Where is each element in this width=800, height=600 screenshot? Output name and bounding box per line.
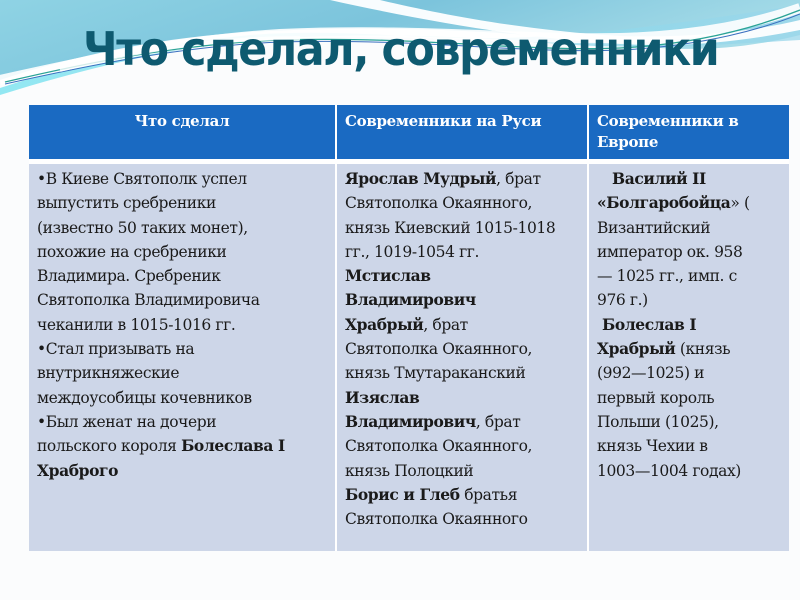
text-line <box>345 313 581 337</box>
cell-contemporaries-rus <box>336 162 588 552</box>
header-europe-line-1: Современники в <box>597 112 739 130</box>
text-line <box>37 434 329 458</box>
text-line: гг., 1019-1054 гг. <box>345 242 480 261</box>
bold-name: Болеслав I <box>597 314 697 334</box>
comparison-table <box>29 105 789 551</box>
header-contemporaries-europe <box>588 105 789 162</box>
text-line <box>597 337 783 361</box>
text-line <box>345 386 581 410</box>
text-line: Стал призывать на <box>45 340 195 359</box>
bold-name: Владимирович <box>345 411 476 431</box>
text-fragment: , брат <box>496 170 541 188</box>
text-line: Польши (1025), <box>597 412 719 431</box>
header-what-done: Что сделал <box>29 105 336 162</box>
bold-name: «Болгаробойца <box>597 193 731 213</box>
text-line: князь Киевский 1015-1018 <box>345 218 556 237</box>
bullet: • <box>37 170 46 188</box>
text-line: князь Полоцкий <box>345 461 474 480</box>
text-line <box>345 483 581 507</box>
text-line: Владимира. Сребреник <box>37 267 221 286</box>
cell-contemporaries-europe <box>588 162 789 552</box>
text-fragment: , брат <box>423 315 468 334</box>
text-line: внутрикняжеские <box>37 364 180 383</box>
text-line <box>597 167 783 191</box>
text-line: В Киеве Святополк успел <box>45 170 247 188</box>
bold-name: Борис и Глеб <box>345 484 460 504</box>
cell-what-done <box>29 162 336 552</box>
text-line: князь Чехии в <box>597 437 708 456</box>
text-line: — 1025 гг., имп. с <box>597 267 737 286</box>
text-fragment: (князь <box>675 340 731 359</box>
header-europe-line-2: Европе <box>597 133 659 151</box>
text-line: похожие на сребреники <box>37 242 227 261</box>
text-line: Византийский <box>597 218 711 237</box>
text-line <box>345 167 581 191</box>
text-line: 976 г.) <box>597 291 648 310</box>
text-line: первый король <box>597 388 715 407</box>
bold-name: Храбрый <box>345 314 424 334</box>
bullet-item-nomads <box>37 337 329 361</box>
header-contemporaries-rus: Современники на Руси <box>336 105 588 162</box>
bold-name: Ярослав Мудрый <box>345 169 497 188</box>
text-line: князь Тмутараканский <box>345 364 526 383</box>
slide-title: Что сделал, современники <box>83 22 719 76</box>
bold-name: Храброго <box>37 460 119 480</box>
text-line <box>597 313 783 337</box>
text-line: Был женат на дочери <box>45 412 217 431</box>
text-line <box>37 459 329 483</box>
bullet-item-marriage <box>37 410 329 434</box>
text-line <box>345 410 581 434</box>
text-fragment: польского короля <box>37 437 182 456</box>
text-line: выпустить сребреники <box>37 194 216 213</box>
text-fragment: , брат <box>475 412 521 431</box>
text-line: Святополка Окаянного, <box>345 340 533 359</box>
bullet: • <box>37 340 46 359</box>
bold-name: Храбрый <box>597 339 676 359</box>
text-fragment: » ( <box>730 194 750 213</box>
text-line <box>345 264 581 288</box>
text-line: Святополка Владимировича <box>37 291 260 310</box>
text-line: Святополка Окаянного <box>345 510 528 529</box>
table-row <box>29 162 789 552</box>
bold-name: Болеслава I <box>181 436 285 456</box>
text-line: междоусобицы кочевников <box>37 388 252 407</box>
bold-name: Василий II <box>597 169 706 188</box>
bold-name: Владимирович <box>345 290 476 310</box>
text-line <box>597 191 783 215</box>
bullet-item-coins <box>37 167 329 191</box>
bullet: • <box>37 412 46 431</box>
text-line: император ок. 958 <box>597 242 743 261</box>
text-line: (992—1025) и <box>597 364 705 383</box>
bold-name: Мстислав <box>345 266 431 286</box>
text-line: Святополка Окаянного, <box>345 194 533 213</box>
text-line: (известно 50 таких монет), <box>37 218 248 237</box>
text-fragment: братья <box>459 485 518 504</box>
bold-name: Изяслав <box>345 387 420 407</box>
text-line: чеканили в 1015-1016 гг. <box>37 315 236 334</box>
text-line <box>345 288 581 312</box>
text-line: Святополка Окаянного, <box>345 437 533 456</box>
text-line: 1003—1004 годах) <box>597 461 741 480</box>
table-header-row <box>29 105 789 162</box>
